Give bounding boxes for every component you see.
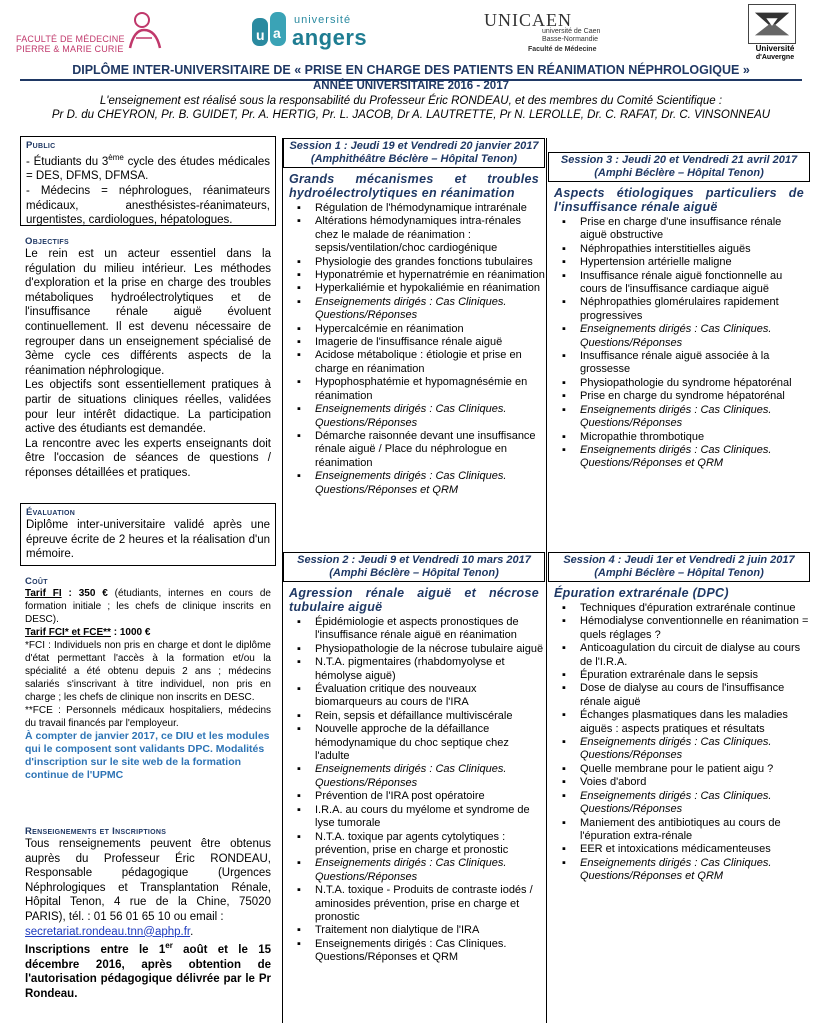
session-topic: ▪ Insuffisance rénale aiguë fonctionnelle au cours de l'insuffisance cardiaque aiguë [558,270,810,297]
session-topic: ▪ Dose de dialyse au cours de l'insuffisance rénale aiguë [558,682,810,709]
session-topic: ▪ N.T.A. toxique par agents cytolytiques : prévention, prise en charge et pronostic [293,831,545,858]
renseignements-section: Renseignements et Inscriptions Tous renseignements peuvent être obtenus auprès du Professeur Éric RONDEAU, Responsable pédagogique (Urgences Néphrologiques et Transplantation Rénale, Hôpital Tenon, 4 rue de la Chine, 75020 PARIS), tél. : 01 56 01 65 10 ou email : secretariat.rondeau.tnn@aphp.fr. Inscriptions entre le 1er août et le 15 décembre 2016, après obtention de l'autorisation pédagogique délivrée par le Pr Rondeau. [25,826,271,1000]
session-topic: ▪ Épidémiologie et aspects pronostiques de l'insuffisance rénale aiguë en réanimation [293,616,545,643]
session-topic: ▪ Enseignements dirigés : Cas Cliniques. Questions/Réponses [293,403,545,430]
scientific-committee: Pr D. du CHEYRON, Pr. B. GUIDET, Pr. A. HERTIG, Pr. L. JACOB, Dr A. LAUTRETTE, Pr N. LEROLLE, Dr. C. RAFAT, Dr. C. VINSONNEAU [51,109,771,121]
session-topic: ▪ Micropathie thrombotique [558,431,810,444]
session-topic: ▪ Insuffisance rénale aiguë associée à la grossesse [558,350,810,377]
session-topic: ▪ N.T.A. pigmentaires (rhabdomyolyse et hémolyse aiguë) [293,656,545,683]
session-topic: ▪ Anticoagulation du circuit de dialyse au cours de l'I.R.A. [558,642,810,669]
objectifs-heading: Objectifs [25,236,69,247]
session-topic: ▪ Techniques d'épuration extrarénale continue [558,602,810,615]
session-topic: ▪ Acidose métabolique : étiologie et prise en charge en réanimation [293,349,545,376]
evaluation-text: Diplôme inter-universitaire validé après une épreuve écrite de 2 heures et la réalisation d'un mémoire. [26,519,270,561]
session-topic: ▪ Enseignements dirigés : Cas Cliniques. Questions/Réponses [558,404,810,431]
session-topic: ▪ Maniement des antibiotiques au cours de l'épuration extra-rénale [558,817,810,844]
public-heading: Public [26,140,56,151]
session-topic: ▪ Physiopathologie de la nécrose tubulaire aiguë [293,643,545,656]
session-topic: ▪ Hyperkaliémie et hypokaliémie en réanimation [293,282,545,295]
session-topic: ▪ Prise en charge d'une insuffisance rénale aiguë obstructive [558,216,810,243]
session-topic: ▪ Hypertension artérielle maligne [558,256,810,269]
cout-heading: Coût [25,576,48,587]
session-topic: ▪ Enseignements dirigés : Cas Cliniques. Questions/Réponses [293,296,545,323]
session-topic: ▪ Hyponatrémie et hypernatrémie en réanimation [293,269,545,282]
academic-year: ANNÉE UNIVERSITAIRE 2016 - 2017 [313,80,509,92]
upmc-logo [16,6,166,58]
session-3-topics [548,216,810,471]
evaluation-box [20,503,276,566]
contact-email-link[interactable]: secretariat.rondeau.tnn@aphp.fr [25,925,191,938]
session-topic: ▪ I.R.A. au cours du myélome et syndrome de lyse tumorale [293,804,545,831]
session-2-topics [283,616,545,965]
session-4 [548,552,810,884]
session-topic: ▪ Démarche raisonnée devant une insuffisance rénale aiguë / Place du néphrologue en réanimation [293,430,545,470]
dpc-note: À compter de janvier 2017, ce DIU et les modules qui le composent sont validants DPC. Modalités d'inscription sur le site web de la formation continue de l'UPMC [25,730,270,781]
session-topic: ▪ Enseignements dirigés : Cas Cliniques. Questions/Réponses [293,857,545,884]
cout-section [20,566,276,818]
session-topic: ▪ Imagerie de l'insuffisance rénale aiguë [293,336,545,349]
session-topic: ▪ Prévention de l'IRA post opératoire [293,790,545,803]
session-topic: ▪ Physiologie des grandes fonctions tubulaires [293,256,545,269]
svg-text:a: a [273,25,281,41]
session-4-header: Session 4 : Jeudi 1er et Vendredi 2 juin 2017 (Amphi Béclère – Hôpital Tenon) [548,552,810,582]
page-title: DIPLÔME INTER-UNIVERSITAIRE DE « PRISE EN CHARGE DES PATIENTS EN RÉANIMATION NÉPHROLOGIQUE » [72,63,750,77]
session-topic: ▪ Enseignements dirigés : Cas Cliniques. Questions/Réponses [293,763,545,790]
session-topic: ▪ Physiopathologie du syndrome hépatorénal [558,377,810,390]
intro-responsibility: L'enseignement est réalisé sous la responsabilité du Professeur Éric RONDEAU, et des membres du Comité Scientifique : [99,95,723,107]
public-doctors: - Médecins = néphrologues, réanimateurs médicaux, anesthésistes-réanimateurs, urgentistes, cardiologues, hépatologues. [26,185,270,227]
column-divider-2 [546,138,547,1023]
session-topic: ▪ Enseignements dirigés : Cas Cliniques. Questions/Réponses [558,323,810,350]
session-topic: ▪ Nouvelle approche de la défaillance hémodynamique du choc septique chez l'adulte [293,723,545,763]
session-topic: ▪ Hémodialyse conventionnelle en réanimation = quels réglages ? [558,615,810,642]
svg-text:u: u [256,27,265,43]
unicaen-logo: UNICAEN université de Caen Basse-Normandie Faculté de Médecine [484,10,601,53]
session-topic: ▪ Enseignements dirigés : Cas Cliniques. Questions/Réponses [558,790,810,817]
objectifs-text-3: La rencontre avec les experts enseignants doit être l'occasion de séances de questions / réponses détaillées et pratiques. [25,437,271,479]
upmc-logo-text: FACULTÉ DE MÉDECINE PIERRE & MARIE CURIE [16,34,125,54]
session-2 [283,552,545,965]
renseignements-text: Tous renseignements peuvent être obtenus auprès du Professeur Éric RONDEAU, Responsable pédagogique (Urgences Néphrologiques et Transplantation Rénale, Hôpital Tenon, 4 rue de la Chine, 75020 PARIS), tél. : 01 56 01 65 10 ou email : [25,838,271,923]
session-topic: ▪ N.T.A. toxique - Produits de contraste iodés / aminosides prévention, prise en charge et pronostic [293,884,545,924]
ua-mark-icon [252,10,288,48]
session-topic: ▪ Enseignements dirigés : Cas Cliniques. Questions/Réponses et QRM [293,938,545,965]
fce-note: **FCE : Personnels médicaux hospitaliers, médecins du travail financés par l'employeur. [25,705,271,729]
session-topic: ▪ Prise en charge du syndrome hépatorénal [558,390,810,403]
auvergne-logo: Université d'Auvergne [744,4,806,62]
public-students: - Étudiants du 3ème cycle des études médicales = DES, DFMS, DFMSA. [26,153,270,183]
session-topic: ▪ Échanges plasmatiques dans les maladies aiguës : aspects pratiques et résultats [558,709,810,736]
session-topic: ▪ Épuration extrarénale dans le sepsis [558,669,810,682]
objectifs-section [20,226,276,503]
left-column [20,136,276,1001]
session-4-title: Épuration extrarénale (DPC) [554,586,729,600]
objectifs-text-2: Les objectifs sont essentiellement pratiques à partir de situations cliniques réelles, validées pour leur intérêt didactique. La participation active des étudiants est demandée. [25,379,271,436]
objectifs-text-1: Le rein est un acteur essentiel dans la régulation du milieu intérieur. Les méthodes d'exploration et la prise en charge des troubles métaboliques hydroélectrolytiques et de l'insuffisance rénale aiguë évoluent continuellement. Il est devenu nécessaire de regrouper dans un enseignement spécialisé de 3ème cycle ces différents aspects de la réanimation néphrologique. [25,248,271,377]
session-3 [548,152,810,471]
session-topic: ▪ EER et intoxications médicamenteuses [558,843,810,856]
evaluation-heading: Évaluation [26,507,76,518]
session-3-header: Session 3 : Jeudi 20 et Vendredi 21 avril 2017 (Amphi Béclère – Hôpital Tenon) [548,152,810,182]
session-topic: ▪ Rein, sepsis et défaillance multiviscérale [293,710,545,723]
session-topic: ▪ Enseignements dirigés : Cas Cliniques. Questions/Réponses et QRM [558,444,810,471]
session-topic: ▪ Altérations hémodynamiques intra-rénales chez le malade de réanimation : sepsis/ventilation/choc cardiogénique [293,215,545,255]
session-topic: ▪ Régulation de l'hémodynamique intrarénale [293,202,545,215]
session-1 [283,138,545,497]
session-topic: ▪ Évaluation critique des nouveaux biomarqueurs au cours de l'IRA [293,683,545,710]
public-box [20,136,276,226]
session-topic: ▪ Voies d'abord [558,776,810,789]
session-topic: ▪ Enseignements dirigés : Cas Cliniques. Questions/Réponses [558,736,810,763]
session-topic: ▪ Hypercalcémie en réanimation [293,323,545,336]
tarif-fc: Tarif FCI* et FCE** : 1000 € [25,627,151,638]
session-2-header: Session 2 : Jeudi 9 et Vendredi 10 mars 2017 (Amphi Béclère – Hôpital Tenon) [283,552,545,582]
session-topic: ▪ Néphropathies interstitielles aiguës [558,243,810,256]
session-topic: ▪ Enseignements dirigés : Cas Cliniques. Questions/Réponses et QRM [293,470,545,497]
session-topic: ▪ Hypophosphatémie et hypomagnésémie en réanimation [293,376,545,403]
session-topic: ▪ Enseignements dirigés : Cas Cliniques. Questions/Réponses et QRM [558,857,810,884]
session-topic: ▪ Néphropathies glomérulaires rapidement progressives [558,296,810,323]
session-1-title: Grands mécanismes et troubles hydroélectrolytiques en réanimation [289,172,539,200]
session-1-topics [283,202,545,497]
session-1-header: Session 1 : Jeudi 19 et Vendredi 20 janvier 2017 (Amphithéâtre Béclère – Hôpital Tenon) [283,138,545,168]
logo-bar [0,0,822,64]
tarif-fi: Tarif FI : 350 € (étudiants, internes en cours de formation initiale ; les chefs de clinique inscrits en DESC). [25,588,271,625]
session-2-title: Agression rénale aiguë et nécrose tubulaire aiguë [289,586,539,614]
auvergne-emblem-icon [748,4,796,44]
angers-logo: u a université angers [252,10,392,50]
fci-note: *FCI : Individuels non pris en charge et dont le diplôme d'état permettant l'accès à la formation et/ou la spécialité a été obtenu depuis 2 ans ; médecins salariés s'inscrivant à titre individuel, non pris en charge ; les chefs de clinique non inscrits en DESC. [25,640,271,703]
renseignements-heading: Renseignements et Inscriptions [25,826,167,837]
session-4-topics [548,602,810,884]
session-topic: ▪ Quelle membrane pour le patient aigu ? [558,763,810,776]
session-3-title: Aspects étiologiques particuliers de l'insuffisance rénale aiguë [554,186,804,214]
inscription-dates: Inscriptions entre le 1er août et le 15 décembre 2016, après obtention de l'autorisation pédagogique délivrée par le Pr Rondeau. [25,941,271,1000]
upmc-emblem-icon [122,8,166,52]
session-topic: ▪ Traitement non dialytique de l'IRA [293,924,545,937]
